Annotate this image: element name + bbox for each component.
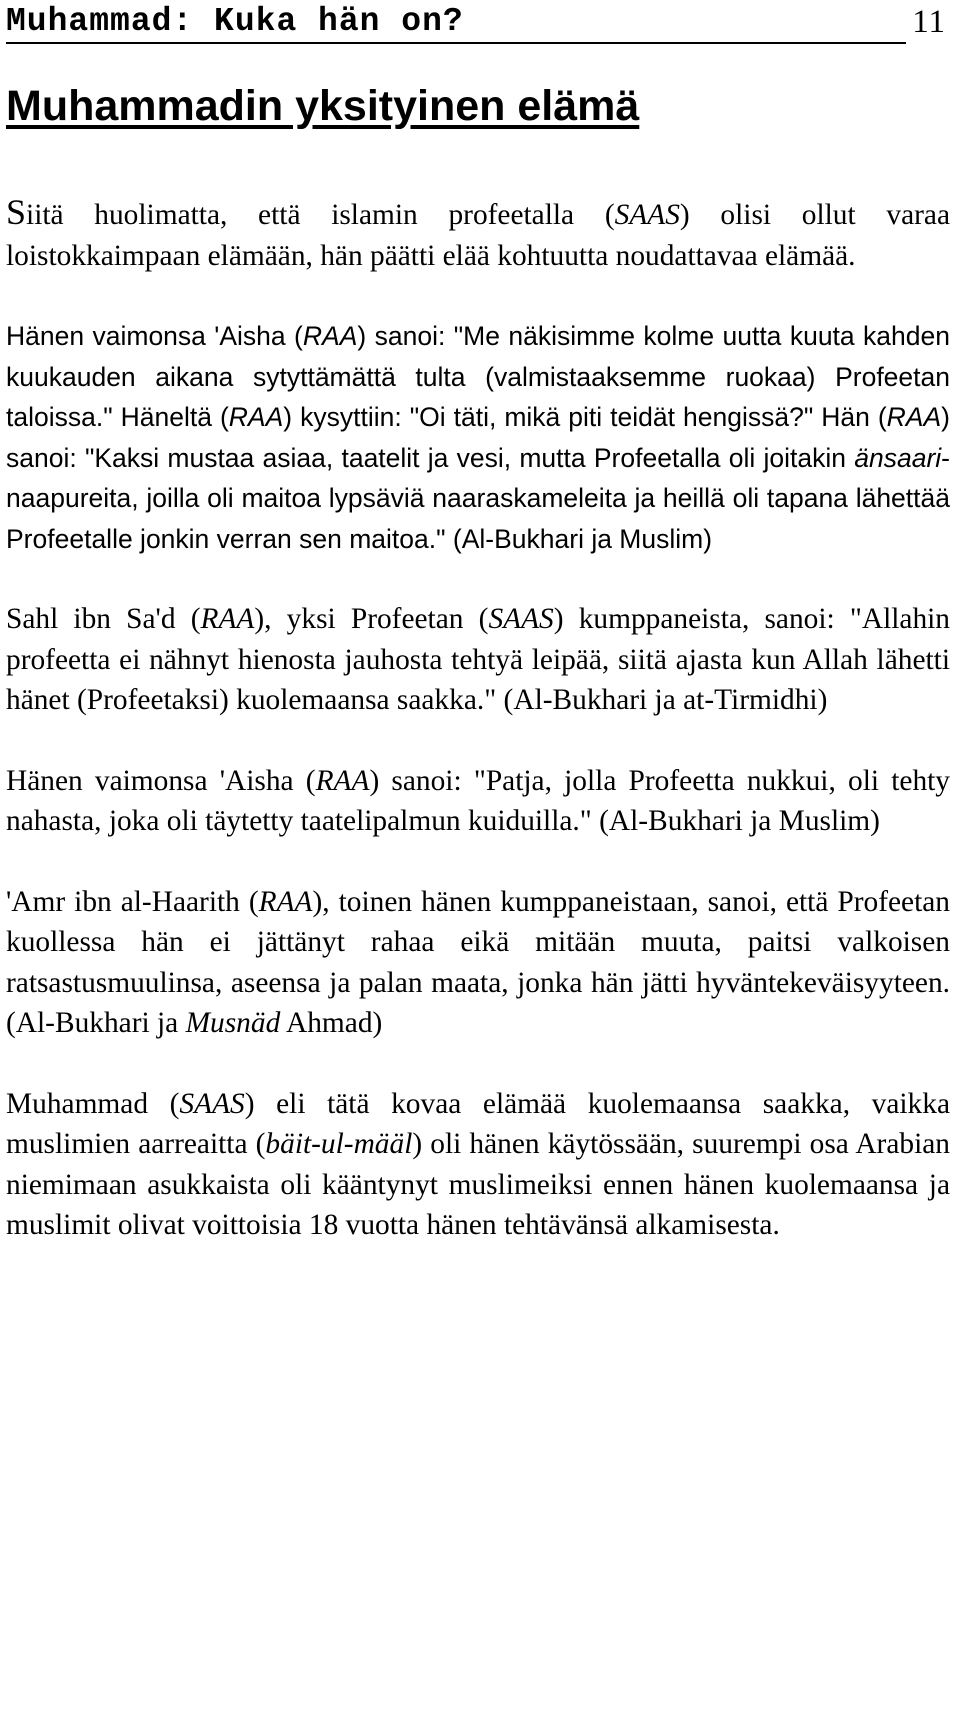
text-run: Sahl ibn Sa'd ( xyxy=(6,603,201,635)
text-run: ) olisi ollut varaa loistokkaimpaan elämään, hän päätti elää kohtuutta noudattavaa elämää. xyxy=(6,199,951,272)
text-run: -naapureita, joilla oli maitoa lypsäviä naaraskameleita ja heillä oli tapana lähettää Profeetalle jonkin verran sen maitoa." (Al-Bukhari ja Muslim) xyxy=(6,442,950,554)
page-number: 11 xyxy=(912,4,946,40)
italic-run: Musnäd xyxy=(185,1007,281,1039)
italic-run: RAA xyxy=(228,402,284,432)
text-run: iitä huolimatta, että islamin profeetalla ( xyxy=(26,199,615,231)
italic-run: SAAS xyxy=(179,1087,245,1120)
drop-letter: S xyxy=(6,192,27,232)
italic-run: bäit-ul-määl xyxy=(265,1128,413,1160)
italic-run: RAA xyxy=(886,402,942,432)
text-run: Muhammad ( xyxy=(6,1087,180,1120)
paragraph-intro xyxy=(6,192,950,276)
text-run: ), toinen hänen kumppaneistaan, sanoi, että Profeetan kuollessa hän ei jättänyt rahaa eikä mitään muuta, paitsi valkoisen ratsastusmuulinsa, aseensa ja palan maata, jonka hän jätti hyväntekeväisyyteen. (Al-Bukhari ja xyxy=(6,885,951,1039)
italic-run: RAA xyxy=(258,885,313,918)
paragraph-aisha-mattress xyxy=(6,761,950,842)
text-run: ), yksi Profeetan ( xyxy=(254,603,489,635)
italic-run: SAAS xyxy=(614,199,680,231)
italic-run: SAAS xyxy=(488,603,554,635)
italic-run: RAA xyxy=(302,321,358,351)
text-run: ) eli tätä kovaa elämää kuolemaansa saakka, vaikka muslimien aarreaitta ( xyxy=(6,1087,950,1160)
italic-run: RAA xyxy=(200,603,255,635)
text-run: ) kumppaneista, sanoi: "Allahin profeetta ei nähnyt hienosta jauhosta tehtyä leipää, siitä ajasta kun Allah lähetti hänet (Profeetaksi) kuolemaansa saakka." (Al-Bukhari ja at-Tirmidhi) xyxy=(6,603,950,716)
chapter-title: Muhammadin yksityinen elämä xyxy=(6,82,640,130)
italic-run: änsaari xyxy=(854,442,942,473)
paragraph-aisha-moons xyxy=(6,316,950,559)
text-run: ) kysyttiin: "Oi täti, mikä piti teidät hengissä?" Hän ( xyxy=(283,402,887,432)
running-header xyxy=(6,2,952,42)
text-run: ) sanoi: "Patja, jolla Profeetta nukkui, oli tehty nahasta, joka oli täytetty taatelipalmun kuiduilla." (Al-Bukhari ja Muslim) xyxy=(6,764,950,837)
italic-run: RAA xyxy=(315,764,370,797)
paragraph-muhammad-life xyxy=(6,1084,950,1246)
text-run: Ahmad) xyxy=(280,1007,383,1039)
paragraph-amr xyxy=(6,882,950,1044)
paragraph-sahl xyxy=(6,599,950,721)
text-run: Hänen vaimonsa 'Aisha ( xyxy=(6,321,303,351)
text-run: ) sanoi: "Me näkisimme kolme uutta kuuta kahden kuukauden aikana sytyttämättä tulta (valmistaaksemme ruokaa) Profeetan taloissa." Häneltä ( xyxy=(6,321,950,432)
body-text xyxy=(6,192,950,1286)
text-run: ) oli hänen käytössään, suurempi osa Arabian niemimaan asukkaista oli kääntynyt muslimeiksi ennen hänen kuolemaansa ja muslimit olivat voittoisia 18 vuotta hänen tehtävänsä alkamisesta. xyxy=(6,1128,950,1241)
text-run: 'Amr ibn al-Haarith ( xyxy=(6,885,259,918)
text-run: Hänen vaimonsa 'Aisha ( xyxy=(6,764,316,797)
running-title: Muhammad: Kuka hän on? xyxy=(6,3,464,40)
header-rule xyxy=(6,42,906,44)
text-run: ) sanoi: "Kaksi mustaa asiaa, taatelit ja vesi, mutta Profeetalla oli joitakin xyxy=(6,402,950,473)
